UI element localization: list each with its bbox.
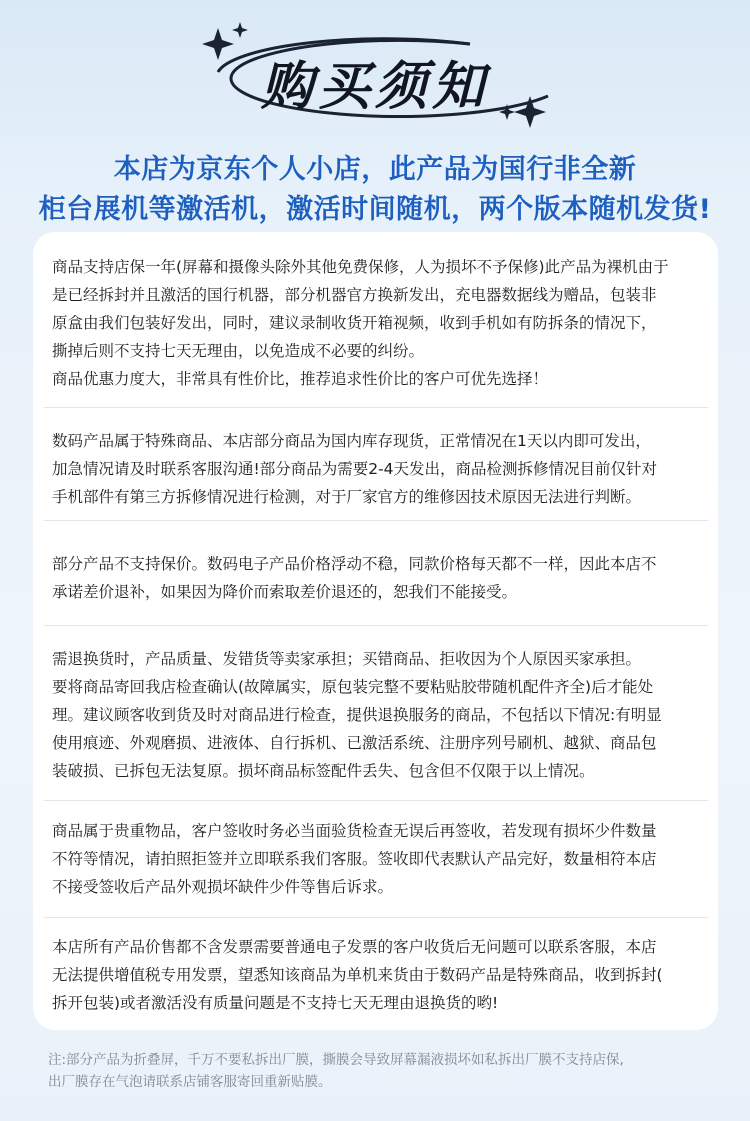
sparkle-icon bbox=[232, 22, 248, 38]
section-line: 装破损、已拆包无法复原。损坏商品标签配件丢失、包含但不仅限于以上情况。 bbox=[52, 762, 595, 780]
section-divider bbox=[44, 520, 708, 521]
page-title: 购买须知 bbox=[260, 57, 489, 117]
notice-section-shipping bbox=[52, 427, 702, 511]
section-line: 使用痕迹、外观磨损、进液体、自行拆机、已激活系统、注册序列号刷机、越狱、商品包 bbox=[52, 734, 657, 752]
section-line: 商品属于贵重物品，客户签收时务必当面验货检查无误后再签收，若发现有损坏少件数量 bbox=[52, 822, 657, 840]
section-divider bbox=[44, 625, 708, 626]
headline-line-1: 本店为京东个人小店，此产品为国行非全新 bbox=[113, 154, 637, 185]
section-line: 是已经拆封并且激活的国行机器，部分机器官方换新发出，充电器数据线为赠品，包装非 bbox=[52, 286, 657, 304]
section-line: 不接受签收后产品外观损坏缺件少件等售后诉求。 bbox=[52, 878, 394, 896]
footnote-line: 出厂膜存在气泡请联系店铺客服寄回重新贴膜。 bbox=[48, 1074, 332, 1090]
section-line: 原盒由我们包装好发出，同时，建议录制收货开箱视频，收到手机如有防拆条的情况下， bbox=[52, 314, 657, 332]
section-line: 本店所有产品价售都不含发票需要普通电子发票的客户收货后无问题可以联系客服，本店 bbox=[52, 938, 657, 956]
section-line: 需退换货时，产品质量、发错货等卖家承担；买错商品、拒收因为个人原因买家承担。 bbox=[52, 650, 642, 668]
notice-section-signing bbox=[52, 817, 702, 901]
section-line: 承诺差价退补，如果因为降价而索取差价退还的，恕我们不能接受。 bbox=[52, 583, 518, 601]
section-line: 手机部件有第三方拆修情况进行检测，对于厂家官方的维修因技术原因无法进行判断。 bbox=[52, 488, 642, 506]
section-line: 无法提供增值税专用发票，望悉知该商品为单机来货由于数码产品是特殊商品，收到拆封( bbox=[52, 966, 663, 984]
headline-line-2: 柜台展机等激活机，激活时间随机，两个版本随机发货! bbox=[38, 194, 712, 225]
section-line: 商品支持店保一年(屏幕和摄像头除外其他免费保修，人为损坏不予保修)此产品为裸机由于 bbox=[52, 258, 669, 276]
section-divider bbox=[44, 800, 708, 801]
section-line: 部分产品不支持保价。数码电子产品价格浮动不稳，同款价格每天都不一样，因此本店不 bbox=[52, 555, 657, 573]
section-line: 理。建议顾客收到货及时对商品进行检查，提供退换服务的商品，不包括以下情况:有明显 bbox=[52, 706, 662, 724]
section-line: 数码产品属于特殊商品、本店部分商品为国内库存现货，正常情况在1天以内即可发出， bbox=[52, 432, 651, 450]
section-line: 拆开包装)或者激活没有质量问题是不支持七天无理由退换货的哟! bbox=[52, 994, 499, 1012]
notice-section-price-protection bbox=[52, 550, 702, 606]
section-line: 加急情况请及时联系客服沟通!部分商品为需要2-4天发出，商品检测拆修情况目前仅针对 bbox=[52, 460, 658, 478]
notice-section-invoice bbox=[52, 933, 702, 1017]
section-divider bbox=[44, 917, 708, 918]
notice-section-returns bbox=[52, 645, 702, 785]
title-banner bbox=[0, 0, 750, 140]
section-line: 商品优惠力度大，非常具有性价比，推荐追求性价比的客户可优先选择！ bbox=[52, 370, 549, 388]
section-line: 要将商品寄回我店检查确认(故障属实，原包装完整不要粘贴胶带随机配件齐全)后才能处 bbox=[52, 678, 654, 696]
section-line: 不符等情况，请拍照拒签并立即联系我们客服。签收即代表默认产品完好，数量相符本店 bbox=[52, 850, 657, 868]
footnote-line: 注:部分产品为折叠屏，千万不要私拆出厂膜，撕膜会导致屏幕漏液损坏如私拆出厂膜不支持店保, bbox=[48, 1052, 624, 1068]
notice-section-warranty bbox=[52, 253, 702, 393]
footnote bbox=[48, 1049, 728, 1093]
section-line: 撕掉后则不支持七天无理由，以免造成不必要的纠纷。 bbox=[52, 342, 425, 360]
section-divider bbox=[44, 407, 708, 408]
